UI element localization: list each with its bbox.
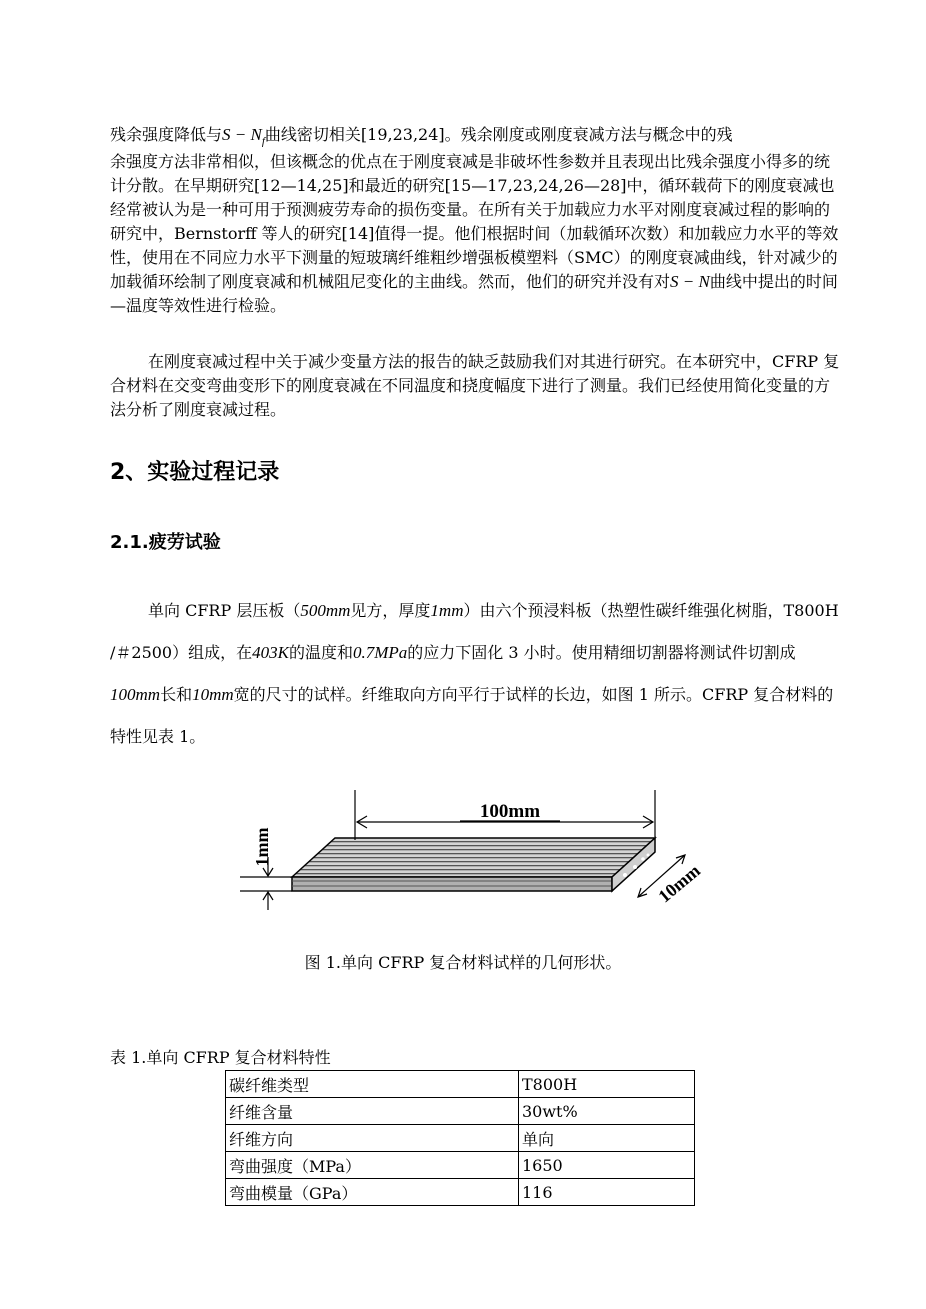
property-cell: 碳纤维类型 (226, 1071, 519, 1098)
specimen-figure (240, 785, 720, 910)
math-100mm: 100mm (110, 685, 161, 704)
property-cell: 弯曲强度（MPa） (226, 1152, 519, 1179)
value-cell: T800H (519, 1071, 695, 1098)
table-caption: 表 1.单向 CFRP 复合材料特性 (110, 1048, 331, 1067)
table-row (226, 1179, 695, 1206)
thickness-label: 1mm (252, 827, 272, 867)
paragraph-2: 在刚度衰减过程中关于减少变量方法的报告的缺乏鼓励我们对其进行研究。在本研究中，CFRP 复合材料在交变弯曲变形下的刚度衰减在不同温度和挠度幅度下进行了测量。我们已经使用简化变量的方法分析了刚度衰减过程。 (110, 352, 840, 419)
table-row (226, 1071, 695, 1098)
property-cell: 纤维含量 (226, 1098, 519, 1125)
properties-table (225, 1070, 695, 1206)
property-cell: 弯曲模量（GPa） (226, 1179, 519, 1206)
value-cell: 单向 (519, 1125, 695, 1152)
subsection-heading: 2.1.疲劳试验 (110, 532, 221, 553)
value-cell: 30wt% (519, 1098, 695, 1125)
math-500mm: 500mm (300, 601, 351, 620)
paragraph-1-line-1: 残余强度降低与$S - N_f$曲线密切相关[19,23,24]。残余刚度或刚度衰减方法与概念中的残 (110, 125, 733, 148)
table-row (226, 1152, 695, 1179)
math-403k: 403K (252, 643, 289, 662)
value-cell: 1650 (519, 1152, 695, 1179)
table-row (226, 1125, 695, 1152)
math-0.7mpa: 0.7MPa (352, 643, 408, 662)
table-row (226, 1098, 695, 1125)
math-1mm: 1mm (430, 601, 464, 620)
specimen-drawing (292, 838, 655, 891)
paragraph-1: 残余强度降低与$S - N_f$曲线密切相关[19,23,24]。残余刚度或刚度衰减方法与概念中的残 余强度方法非常相似，但该概念的优点在于刚度衰减是非破坏性参数并且表现出比残余强度小得多的统计分散。在早期研究[12—14,25]和最近的研究[15—17,23,24,26—28]中，循环载荷下的刚度衰减也经常被认为是一种可用于预测疲劳寿命的损伤变量。在所有关于加载应力水平对刚度衰减过程的影响的研究中，Bernstorff 等人的研究[14]值得一提。他们根据时间（加载循环次数）和加载应力水平的等效性，使用在不同应力水平下测量的短玻璃纤维粗纱增强板模塑料（SMC）的刚度衰减曲线，针对减少的加载循环绘制了刚度衰减和机械阻尼变化的主曲线。然而，他们的研究并没有对S − N曲线中提出的时间—温度等效性进行检验。 (110, 120, 840, 318)
math-10mm: 10mm (192, 685, 234, 704)
paragraph-3: 单向 CFRP 层压板（500mm见方，厚度1mm）由六个预浸料板（热塑性碳纤维强化树脂，T800H /＃2500）组成，在403K的温度和0.7MPa的应力下固化 3 小时。使用精细切割器将测试件切割成100mm长和10mm宽的尺寸的试样。纤维取向方向平行于试样的长边，如图 1 所示。CFRP 复合材料的特性见表 1。 (110, 601, 839, 746)
math-s-n: $S - N_f$ (222, 125, 265, 148)
width-label: 10mm (654, 860, 704, 907)
figure-caption: 图 1.单向 CFRP 复合材料试样的几何形状。 (304, 953, 622, 972)
math-s-n-2: S − N (670, 272, 710, 291)
section-heading: 2、实验过程记录 (110, 460, 280, 485)
value-cell: 116 (519, 1179, 695, 1206)
length-label: 100mm (479, 801, 541, 822)
property-cell: 纤维方向 (226, 1125, 519, 1152)
